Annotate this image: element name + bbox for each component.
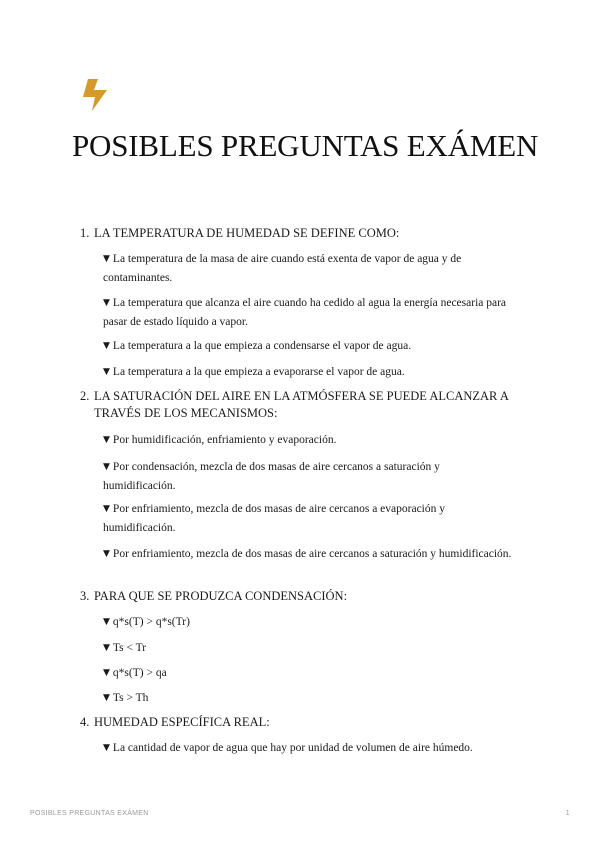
toggle-triangle-icon[interactable]: ▼ (103, 341, 110, 351)
answer-option-text: Por humidificación, enfriamiento y evaporación. (112, 434, 337, 446)
answer-option-text: Ts < Tr (112, 642, 147, 654)
answer-option-toggle[interactable] (103, 545, 513, 564)
answer-option-toggle[interactable] (103, 458, 513, 495)
answer-option-toggle[interactable] (103, 250, 513, 287)
question-number: 3. (80, 589, 90, 603)
page-title: POSIBLES PREGUNTAS EXÁMEN (72, 128, 539, 163)
question-text: PARA QUE SE PRODUZCA CONDENSACIÓN: (94, 589, 348, 603)
toggle-triangle-icon[interactable]: ▼ (103, 462, 110, 472)
toggle-triangle-icon[interactable]: ▼ (103, 367, 110, 377)
answer-option-text: La cantidad de vapor de agua que hay por unidad de volumen de aire húmedo. (112, 742, 473, 754)
question-text: LA SATURACIÓN DEL AIRE EN LA ATMÓSFERA SE PUEDE ALCANZAR A TRAVÉS DE LOS MECANISMOS: (94, 389, 509, 420)
toggle-triangle-icon[interactable]: ▼ (103, 617, 110, 627)
question-number: 2. (80, 389, 90, 403)
answer-option-toggle[interactable] (103, 739, 513, 758)
answer-option-text: q*s(T) > q*s(Tr) (112, 616, 190, 628)
answer-option-text: Por enfriamiento, mezcla de dos masas de aire cercanos a saturación y humidificación. (112, 548, 512, 560)
question-1 (80, 225, 520, 242)
answer-option-toggle[interactable] (103, 337, 513, 356)
question-4 (80, 714, 520, 731)
toggle-triangle-icon[interactable]: ▼ (103, 254, 110, 264)
answer-option-text: q*s(T) > qa (112, 667, 167, 679)
toggle-triangle-icon[interactable]: ▼ (103, 435, 110, 445)
answer-option-text: Por enfriamiento, mezcla de dos masas de aire cercanos a evaporación y humidificación. (103, 503, 445, 534)
toggle-triangle-icon[interactable]: ▼ (103, 668, 110, 678)
lightning-bolt-icon (80, 78, 110, 112)
answer-option-toggle[interactable] (103, 500, 513, 537)
toggle-triangle-icon[interactable]: ▼ (103, 504, 110, 514)
answer-option-toggle[interactable] (103, 613, 513, 632)
footer-title: POSIBLES PREGUNTAS EXÁMEN (30, 810, 149, 817)
question-2 (80, 388, 520, 422)
toggle-triangle-icon[interactable]: ▼ (103, 549, 110, 559)
answer-option-text: La temperatura que alcanza el aire cuando ha cedido al agua la energía necesaria para pasar de estado líquido a vapor. (103, 297, 507, 328)
question-text: LA TEMPERATURA DE HUMEDAD SE DEFINE COMO: (94, 226, 400, 240)
page-footer (30, 810, 570, 817)
toggle-triangle-icon[interactable]: ▼ (103, 693, 110, 703)
question-number: 4. (80, 715, 90, 729)
answer-option-toggle[interactable] (103, 689, 513, 708)
question-number: 1. (80, 226, 90, 240)
answer-option-toggle[interactable] (103, 363, 513, 382)
answer-option-toggle[interactable] (103, 431, 513, 450)
question-text: HUMEDAD ESPECÍFICA REAL: (94, 715, 270, 729)
answer-option-text: Por condensación, mezcla de dos masas de aire cercanos a saturación y humidificación. (103, 461, 440, 492)
answer-option-text: La temperatura de la masa de aire cuando está exenta de vapor de agua y de contaminantes. (103, 253, 462, 284)
answer-option-text: La temperatura a la que empieza a evaporarse el vapor de agua. (112, 366, 405, 378)
page-number: 1 (565, 810, 570, 817)
toggle-triangle-icon[interactable]: ▼ (103, 743, 110, 753)
answer-option-text: La temperatura a la que empieza a condensarse el vapor de agua. (112, 340, 412, 352)
question-3 (80, 588, 520, 605)
answer-option-toggle[interactable] (103, 639, 513, 658)
answer-option-toggle[interactable] (103, 294, 513, 331)
toggle-triangle-icon[interactable]: ▼ (103, 298, 110, 308)
answer-option-text: Ts > Th (112, 692, 149, 704)
answer-option-toggle[interactable] (103, 664, 513, 683)
toggle-triangle-icon[interactable]: ▼ (103, 643, 110, 653)
